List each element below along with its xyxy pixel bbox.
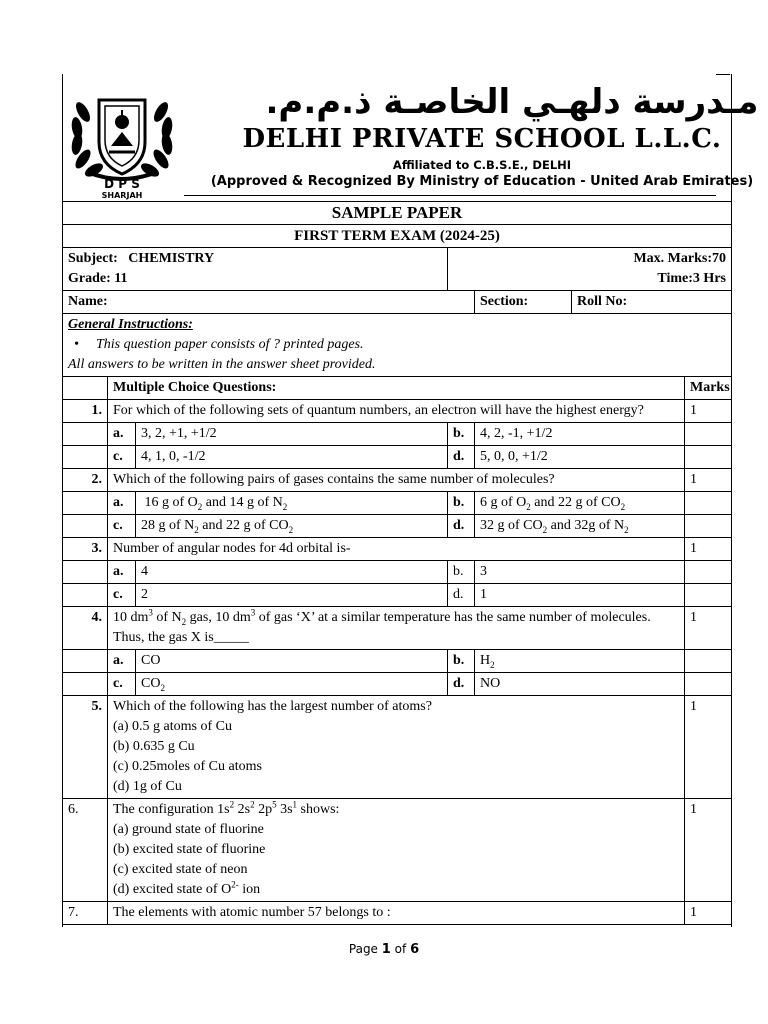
option-text: 3, 2, +1, +1/2 — [136, 423, 448, 446]
choice: (c) excited state of neon — [113, 862, 248, 877]
page-footer — [0, 942, 768, 957]
option-row — [63, 673, 732, 696]
option-text: CO — [136, 650, 448, 673]
option-row — [63, 561, 732, 584]
student-row — [63, 291, 732, 314]
choice: (a) ground state of fluorine — [113, 822, 264, 837]
grade-line: Grade: 11 — [68, 271, 128, 286]
option-label: b. — [448, 561, 475, 584]
question-number: 2. — [63, 469, 108, 492]
choice: (b) 0.635 g Cu — [113, 739, 195, 754]
section-heading: Multiple Choice Questions: — [108, 377, 685, 400]
question-text: 10 $dm^3$ of $N_2$ gas, 10 $dm^3$ of gas ‘X’ at a similar temperature has the same number of molecules. Thus, the gas X is_____ — [108, 607, 685, 650]
question-row — [63, 902, 732, 925]
question-row — [63, 607, 732, 650]
option-label: a. — [108, 423, 136, 446]
option-text: $CO_2$ — [136, 673, 448, 696]
marks-heading: Marks — [685, 377, 732, 400]
info-row — [63, 248, 732, 291]
paper-title: SAMPLE PAPER — [63, 202, 732, 225]
section-field[interactable]: Section: — [475, 291, 572, 314]
option-row — [63, 584, 732, 607]
question-row — [63, 799, 732, 902]
choice: (d) 1g of Cu — [113, 779, 182, 794]
question-marks: 1 — [685, 469, 732, 492]
question-text: The elements with atomic number 57 belongs to : — [108, 902, 685, 925]
instructions-row — [63, 314, 732, 377]
title-row — [63, 202, 732, 225]
question-paper-table — [62, 201, 732, 925]
question-text: Which of the following pairs of gases contains the same number of molecules? — [108, 469, 685, 492]
option-text: 5, 0, 0, +1/2 — [475, 446, 685, 469]
logo-sharjah-text: SHARJAH — [101, 191, 143, 200]
option-label: a. — [108, 650, 136, 673]
exam-name: FIRST TERM EXAM (2024-25) — [63, 225, 732, 248]
subject-line — [68, 249, 442, 269]
option-row — [63, 515, 732, 538]
frame-corner-tick — [716, 74, 730, 75]
option-text: 3 — [475, 561, 685, 584]
question-text: For which of the following sets of quantum numbers, an electron will have the highest energy? — [108, 400, 685, 423]
page-word: Page — [348, 942, 378, 956]
page-total: 6 — [410, 942, 420, 957]
approval-text: (Approved & Recognized By Ministry of Education - United Arab Emirates) — [210, 174, 754, 189]
school-name: DELHI PRIVATE SCHOOL L.L.C. — [242, 124, 722, 154]
of-word: of — [394, 942, 407, 956]
option-label: b. — [448, 423, 475, 446]
question-marks: 1 — [685, 538, 732, 561]
subject-label: Subject: — [68, 251, 118, 266]
choice: (d) excited state of $O^{2-}$ ion — [113, 879, 261, 897]
marks-time-cell — [448, 248, 732, 291]
choice: (a) 0.5 g atoms of Cu — [113, 719, 232, 734]
instructions-cell — [63, 314, 732, 377]
option-label: b. — [448, 492, 475, 515]
instructions-list — [68, 335, 726, 355]
subject-value: CHEMISTRY — [128, 251, 215, 266]
choice: (c) 0.25moles of Cu atoms — [113, 759, 262, 774]
question-marks: 1 — [685, 902, 732, 925]
option-label: c. — [108, 584, 136, 607]
question-marks: 1 — [685, 696, 732, 799]
option-text: 1 — [475, 584, 685, 607]
max-marks: Max. Marks:70 — [633, 251, 726, 266]
roll-no-field[interactable]: Roll No: — [572, 291, 732, 314]
section-header-row — [63, 377, 732, 400]
instructions-heading: General Instructions: — [68, 317, 193, 332]
question-row — [63, 469, 732, 492]
question-number: 1. — [63, 400, 108, 423]
question-number: 4. — [63, 607, 108, 650]
option-text: 16 g of $O_2$ and 14 g of $N_2$ — [136, 492, 448, 515]
school-header — [64, 78, 759, 202]
section-num-cell — [63, 377, 108, 400]
option-label: d. — [448, 515, 475, 538]
option-text: 2 — [136, 584, 448, 607]
option-text: $H_2$ — [475, 650, 685, 673]
question-row — [63, 538, 732, 561]
header-underline — [184, 195, 716, 196]
option-label: c. — [108, 515, 136, 538]
option-text: 4, 1, 0, -1/2 — [136, 446, 448, 469]
question-text: The configuration $1s^2$ $2s^2$ $2p^5$ $3s^1$ shows: (a) ground state of fluorine (b) excited state of fluorine (c) excited state of neon (d) excited state of $O^{2-}$ ion — [108, 799, 685, 902]
option-text: NO — [475, 673, 685, 696]
option-text: 4 — [136, 561, 448, 584]
subject-grade-cell — [63, 248, 448, 291]
option-row — [63, 446, 732, 469]
option-label: b. — [448, 650, 475, 673]
question-marks: 1 — [685, 400, 732, 423]
name-field[interactable]: Name: — [63, 291, 475, 314]
option-text: 6 g of $O_2$ and 22 g of $CO_2$ — [475, 492, 685, 515]
question-row — [63, 696, 732, 799]
question-text: Which of the following has the largest number of atoms? (a) 0.5 g atoms of Cu (b) 0.635 g Cu (c) 0.25moles of Cu atoms (d) 1g of Cu — [108, 696, 685, 799]
option-text: 32 g of $CO_2$ and 32g of $N_2$ — [475, 515, 685, 538]
option-label: a. — [108, 561, 136, 584]
question-row — [63, 400, 732, 423]
logo-dps-text: D P S — [104, 177, 140, 191]
option-label: c. — [108, 446, 136, 469]
page-number: 1 — [381, 942, 391, 957]
option-text: 4, 2, -1, +1/2 — [475, 423, 685, 446]
question-marks: 1 — [685, 607, 732, 650]
option-label: d. — [448, 584, 475, 607]
question-number: 6. — [63, 799, 108, 902]
option-label: d. — [448, 673, 475, 696]
exam-row — [63, 225, 732, 248]
choice: (b) excited state of fluorine — [113, 842, 266, 857]
affiliation-text: Affiliated to C.B.S.E., DELHI — [392, 158, 572, 172]
question-marks: 1 — [685, 799, 732, 902]
question-number: 3. — [63, 538, 108, 561]
option-label: c. — [108, 673, 136, 696]
option-label: a. — [108, 492, 136, 515]
option-row — [63, 423, 732, 446]
option-row — [63, 492, 732, 515]
question-text: Number of angular nodes for 4d orbital is- — [108, 538, 685, 561]
option-text: 28 g of $N_2$ and 22 g of $CO_2$ — [136, 515, 448, 538]
question-number: 5. — [63, 696, 108, 799]
time-allowed: Time:3 Hrs — [657, 271, 726, 286]
question-number: 7. — [63, 902, 108, 925]
arabic-school-name: مـدرسة دلهـي الخاصـة ذ.م.م. — [265, 82, 759, 122]
option-label: d. — [448, 446, 475, 469]
instruction-line: All answers to be written in the answer sheet provided. — [68, 357, 376, 372]
instruction-item: • This question paper consists of ? printed pages. — [96, 335, 726, 355]
school-crest-logo — [67, 82, 177, 200]
option-row — [63, 650, 732, 673]
